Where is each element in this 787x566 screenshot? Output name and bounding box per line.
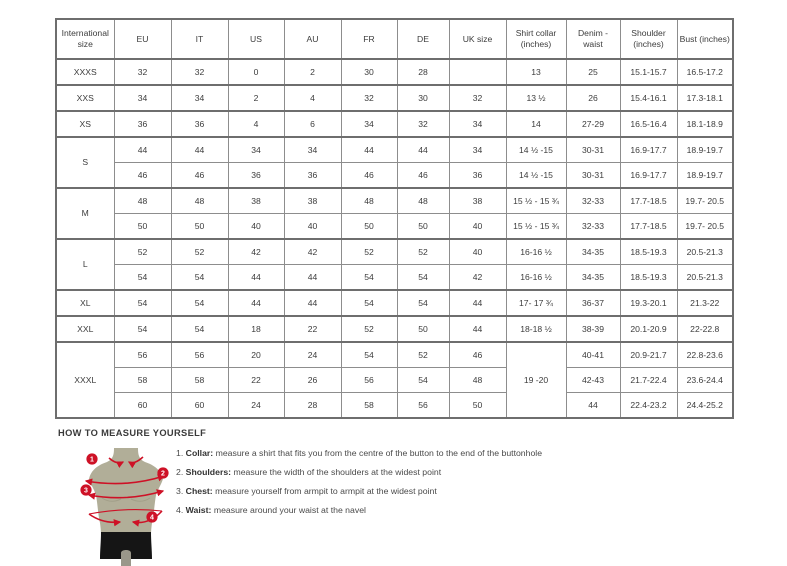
table-cell: 52 [397,342,449,368]
table-cell: 15 ½ - 15 ¾ [506,188,566,214]
table-cell: 44 [228,265,284,291]
column-header: AU [284,19,341,59]
table-cell: 17.7-18.5 [620,188,677,214]
table-cell: 34 [449,111,506,137]
table-cell: 25 [566,59,620,85]
table-cell: 54 [397,265,449,291]
table-cell: 44 [397,137,449,163]
table-cell: 48 [114,188,171,214]
table-cell: 44 [114,137,171,163]
column-header: Shoulder (inches) [620,19,677,59]
table-cell: 32 [114,59,171,85]
table-cell: 44 [566,393,620,419]
column-header: DE [397,19,449,59]
table-cell: 60 [114,393,171,419]
table-cell: 44 [341,137,397,163]
table-cell: 50 [449,393,506,419]
table-cell: 34 [114,85,171,111]
table-cell: 54 [171,316,228,342]
column-header: EU [114,19,171,59]
table-cell: 23.6-24.4 [677,368,733,393]
table-cell: 19 -20 [506,342,566,418]
table-cell: 28 [284,393,341,419]
badge-4-number: 4 [150,514,154,522]
table-cell: 34 [228,137,284,163]
table-cell: XS [56,111,114,137]
table-cell: 16.9-17.7 [620,163,677,189]
measurement-figure [55,446,175,566]
table-cell: XXS [56,85,114,111]
table-cell: 50 [397,214,449,240]
table-cell: 58 [341,393,397,419]
table-cell: XXXS [56,59,114,85]
table-cell: 32 [449,85,506,111]
badge-shoulders [157,467,168,478]
table-cell: 44 [284,290,341,316]
table-cell: 21.3-22 [677,290,733,316]
table-cell: 16.5-17.2 [677,59,733,85]
table-cell: 13 ½ [506,85,566,111]
table-cell: 48 [449,368,506,393]
table-cell: 32 [397,111,449,137]
table-cell: 50 [341,214,397,240]
table-cell: 20.9-21.7 [620,342,677,368]
column-header: Shirt collar (inches) [506,19,566,59]
table-cell: 26 [566,85,620,111]
table-cell: 34-35 [566,239,620,265]
table-cell: 44 [449,316,506,342]
table-cell: 18.1-18.9 [677,111,733,137]
table-cell: 56 [114,342,171,368]
table-cell: L [56,239,114,290]
table-cell: 58 [171,368,228,393]
table-cell: 38 [228,188,284,214]
table-cell: 38-39 [566,316,620,342]
table-cell: 24.4-25.2 [677,393,733,419]
table-cell: 30-31 [566,163,620,189]
table-cell: 44 [449,290,506,316]
table-cell: 54 [171,290,228,316]
table-cell: 52 [341,239,397,265]
table-cell: 18-18 ½ [506,316,566,342]
table-cell: 42 [449,265,506,291]
table-cell: 20.5-21.3 [677,265,733,291]
table-cell: 2 [228,85,284,111]
column-header: FR [341,19,397,59]
table-cell: 52 [114,239,171,265]
table-cell: 52 [171,239,228,265]
table-cell: 50 [114,214,171,240]
table-cell: 17- 17 ¾ [506,290,566,316]
table-cell: 32 [171,59,228,85]
badge-3-number: 3 [84,487,88,495]
table-cell: 46 [449,342,506,368]
table-cell: 18.9-19.7 [677,163,733,189]
measure-instructions [176,444,542,520]
table-cell: 36-37 [566,290,620,316]
size-chart-table [55,18,734,419]
table-cell: 15 ½ - 15 ¾ [506,214,566,240]
instruction-item: 4. Waist: measure around your waist at the navel [176,505,366,515]
table-cell: 46 [397,163,449,189]
table-cell: 38 [449,188,506,214]
column-header: Denim - waist [566,19,620,59]
table-cell: 34 [449,137,506,163]
measure-heading: HOW TO MEASURE YOURSELF [58,428,207,438]
table-cell: 54 [397,290,449,316]
table-cell: 4 [228,111,284,137]
table-cell: 6 [284,111,341,137]
table-cell: 34-35 [566,265,620,291]
table-cell: 18.5-19.3 [620,239,677,265]
table-cell: 28 [397,59,449,85]
table-cell: 36 [284,163,341,189]
table-cell: 40 [449,214,506,240]
table-cell: 60 [171,393,228,419]
table-cell: 16.9-17.7 [620,137,677,163]
table-cell: 54 [114,265,171,291]
column-header: IT [171,19,228,59]
table-cell: 56 [171,342,228,368]
table-cell [449,59,506,85]
table-cell: 22.4-23.2 [620,393,677,419]
table-cell: S [56,137,114,188]
table-cell: 36 [114,111,171,137]
table-cell: 40 [228,214,284,240]
table-cell: 22 [228,368,284,393]
table-cell: 24 [228,393,284,419]
table-cell: 21.7-22.4 [620,368,677,393]
table-cell: 14 ½ -15 [506,163,566,189]
table-cell: 14 ½ -15 [506,137,566,163]
table-cell: 4 [284,85,341,111]
table-cell: 22-22.8 [677,316,733,342]
table-cell: 18 [228,316,284,342]
table-cell: 54 [171,265,228,291]
table-cell: 44 [284,265,341,291]
table-cell: 50 [397,316,449,342]
table-cell: 42 [284,239,341,265]
table-cell: 50 [171,214,228,240]
mannequin-illustration [55,446,175,566]
table-cell: 17.3-18.1 [677,85,733,111]
table-cell: 30 [341,59,397,85]
table-cell: 54 [114,290,171,316]
table-cell: 52 [397,239,449,265]
table-cell: 36 [449,163,506,189]
table-cell: 15.1-15.7 [620,59,677,85]
table-cell: 18.5-19.3 [620,265,677,291]
table-cell: 48 [397,188,449,214]
table-cell: 18.9-19.7 [677,137,733,163]
stand-tab [121,550,131,566]
instruction-item: 1. Collar: measure a shirt that fits you from the centre of the button to the end of the buttonhole [176,448,543,458]
table-cell: 22.8-23.6 [677,342,733,368]
table-cell: 36 [171,111,228,137]
table-cell: 16.5-16.4 [620,111,677,137]
table-cell: 27-29 [566,111,620,137]
instruction-item: 2. Shoulders: measure the width of the shoulders at the widest point [176,467,442,477]
table-cell: 54 [341,342,397,368]
table-cell: M [56,188,114,239]
table-cell: 44 [228,290,284,316]
table-cell: 20.1-20.9 [620,316,677,342]
table-cell: 13 [506,59,566,85]
badge-1-number: 1 [90,456,94,464]
table-cell: 46 [114,163,171,189]
table-cell: 17.7-18.5 [620,214,677,240]
column-header: Bust (inches) [677,19,733,59]
table-cell: 19.3-20.1 [620,290,677,316]
table-cell: 54 [114,316,171,342]
table-cell: 42-43 [566,368,620,393]
table-cell: 54 [341,290,397,316]
instruction-item: 3. Chest: measure yourself from armpit to armpit at the widest point [176,486,437,496]
table-cell: 2 [284,59,341,85]
table-cell: 34 [171,85,228,111]
table-cell: 36 [228,163,284,189]
column-header: International size [56,19,114,59]
table-cell: 16-16 ½ [506,265,566,291]
badge-2-number: 2 [161,470,165,478]
table-cell: 26 [284,368,341,393]
column-header: US [228,19,284,59]
table-cell: 40 [449,239,506,265]
table-cell: 48 [341,188,397,214]
table-cell: 16-16 ½ [506,239,566,265]
torso-shape [89,448,163,536]
table-cell: 34 [341,111,397,137]
table-cell: 19.7- 20.5 [677,188,733,214]
badge-chest [80,484,91,495]
table-cell: 42 [228,239,284,265]
table-cell: 46 [171,163,228,189]
table-cell: 32-33 [566,188,620,214]
table-cell: 32-33 [566,214,620,240]
table-cell: 30-31 [566,137,620,163]
table-cell: 15.4-16.1 [620,85,677,111]
badge-collar [86,453,97,464]
table-cell: 58 [114,368,171,393]
table-cell: XXL [56,316,114,342]
table-cell: 40-41 [566,342,620,368]
table-cell: XL [56,290,114,316]
table-cell: 32 [341,85,397,111]
table-cell: 20.5-21.3 [677,239,733,265]
table-cell: 46 [341,163,397,189]
table-cell: 56 [341,368,397,393]
table-cell: 0 [228,59,284,85]
table-cell: 19.7- 20.5 [677,214,733,240]
table-cell: 30 [397,85,449,111]
table-cell: 22 [284,316,341,342]
table-cell: 24 [284,342,341,368]
column-header: UK size [449,19,506,59]
table-cell: 38 [284,188,341,214]
table-cell: 52 [341,316,397,342]
table-cell: 44 [171,137,228,163]
table-cell: 40 [284,214,341,240]
table-cell: XXXL [56,342,114,418]
table-body [56,59,733,418]
table-cell: 14 [506,111,566,137]
badge-waist [146,511,157,522]
table-cell: 54 [397,368,449,393]
table-cell: 20 [228,342,284,368]
table-cell: 34 [284,137,341,163]
table-cell: 56 [397,393,449,419]
table-head [56,19,733,59]
table-cell: 54 [341,265,397,291]
table-cell: 48 [171,188,228,214]
